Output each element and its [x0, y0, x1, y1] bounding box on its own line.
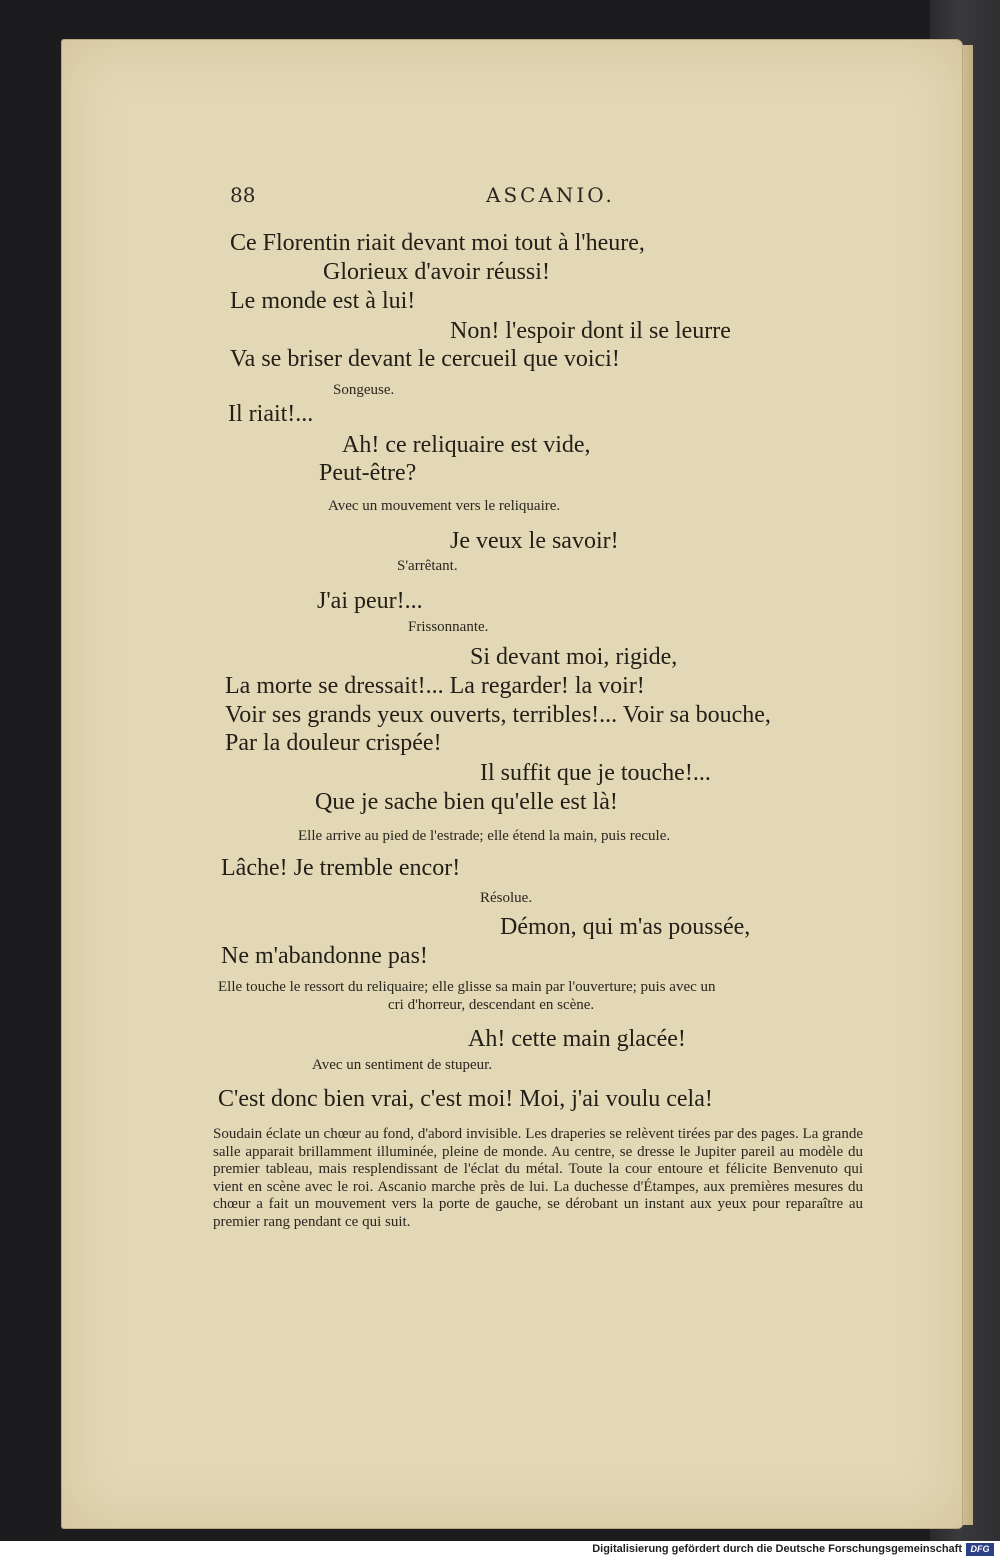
- stage-direction: Avec un mouvement vers le reliquaire.: [328, 498, 561, 514]
- verse-line: Il riait!...: [228, 401, 314, 427]
- running-title: ASCANIO.: [486, 183, 615, 207]
- verse-line: Par la douleur crispée!: [225, 730, 442, 756]
- verse-line: Le monde est à lui!: [230, 288, 416, 314]
- verse-line: Peut-être?: [319, 460, 417, 486]
- stage-direction: cri d'horreur, descendant en scène.: [388, 997, 595, 1013]
- footer-bar: [0, 1541, 1000, 1559]
- page-header: [0, 183, 1000, 215]
- verse-line: Va se briser devant le cercueil que voici!: [230, 346, 620, 372]
- stage-direction: Résolue.: [480, 890, 533, 906]
- page-number: 88: [230, 183, 256, 207]
- final-stage-direction: Soudain éclate un chœur au fond, d'abord invisible. Les draperies se relèvent tirées par des pages. La grande salle apparait brillamment illuminée, pleine de monde. Au centre, se dresse le Jupiter pareil au modèle du premier tableau, mais resplendissant de l'éclat du métal. Toute la cour entoure et félicite Benvenuto qui vient en scène avec le roi. Ascanio marche près de lui. La duchesse d'Étampes, aux premières mesures du chœur a fait un mouvement vers la porte de gauche, se dérobant un instant aux yeux pour reparaître au premier rang pendant ce qui suit.: [213, 1126, 863, 1230]
- verse-line: Ah! ce reliquaire est vide,: [342, 432, 591, 458]
- verse-line: Que je sache bien qu'elle est là!: [315, 789, 618, 815]
- stage-direction: Elle arrive au pied de l'estrade; elle étend la main, puis recule.: [298, 828, 671, 844]
- verse-line: Ne m'abandonne pas!: [221, 943, 428, 969]
- stage-direction: Elle touche le ressort du reliquaire; elle glisse sa main par l'ouverture; puis avec un: [218, 979, 716, 995]
- verse-line: Glorieux d'avoir réussi!: [323, 259, 550, 285]
- verse-line: Démon, qui m'as poussée,: [500, 914, 751, 940]
- verse-line: Ce Florentin riait devant moi tout à l'heure,: [230, 230, 645, 256]
- stage-direction: Avec un sentiment de stupeur.: [312, 1057, 493, 1073]
- verse-line: La morte se dressait!... La regarder! la voir!: [225, 673, 645, 699]
- verse-line: Voir ses grands yeux ouverts, terribles!... Voir sa bouche,: [225, 702, 771, 728]
- verse-line: Ah! cette main glacée!: [468, 1026, 686, 1052]
- verse-line: Il suffit que je touche!...: [480, 760, 711, 786]
- funding-credit: Digitalisierung gefördert durch die Deutsche Forschungsgemeinschaft: [592, 1543, 962, 1555]
- dfg-logo: DFG: [966, 1543, 994, 1556]
- verse-line: Je veux le savoir!: [450, 528, 619, 554]
- stage-direction: S'arrêtant.: [397, 558, 458, 574]
- verse-line: J'ai peur!...: [317, 588, 423, 614]
- verse-line: Lâche! Je tremble encor!: [221, 855, 461, 881]
- stage-direction: Songeuse.: [333, 382, 395, 398]
- verse-line: Si devant moi, rigide,: [470, 644, 678, 670]
- stage-direction: Frissonnante.: [408, 619, 489, 635]
- verse-line: C'est donc bien vrai, c'est moi! Moi, j'ai voulu cela!: [218, 1086, 713, 1112]
- verse-line: Non! l'espoir dont il se leurre: [450, 318, 731, 344]
